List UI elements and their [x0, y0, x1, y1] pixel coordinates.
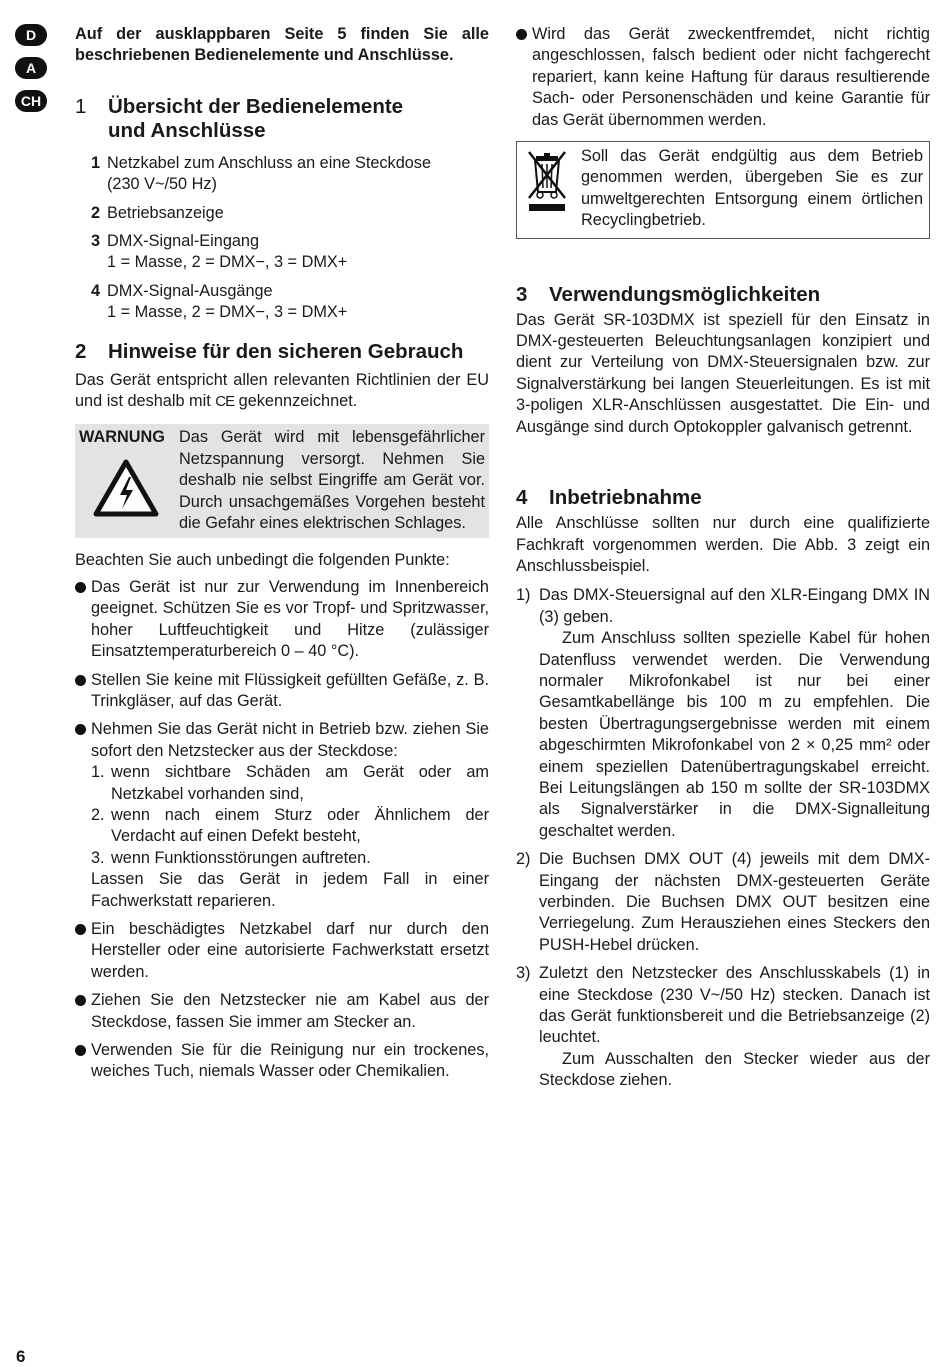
setup-steps	[516, 585, 930, 1091]
right-column	[516, 24, 930, 1099]
component-list	[91, 153, 489, 324]
sub-number: 2.	[91, 805, 105, 824]
step-text: Das DMX-Steuersignal auf den XLR-Eingang DMX IN (3) geben.	[539, 586, 930, 626]
bullet-text: Ein beschädigtes Netzkabel darf nur durch den Hersteller oder eine autorisierte Fachwerkstatt ersetzt werden.	[91, 920, 489, 981]
setup-step	[516, 963, 930, 1091]
safety-bullet	[516, 24, 930, 131]
page-number: 6	[16, 1347, 26, 1366]
section-3-heading	[516, 283, 930, 307]
disposal-text: Soll das Gerät endgültig aus dem Betrieb genommen werden, übergeben Sie es zur umweltgerechten Entsorgung einem örtlichen Recyclingbetrieb.	[581, 147, 923, 230]
section-3	[516, 283, 930, 438]
warning-label-block	[79, 427, 179, 534]
safety-bullet	[75, 990, 489, 1033]
safety-bullet	[75, 1040, 489, 1083]
component-text	[107, 153, 431, 196]
component-item	[91, 203, 489, 224]
component-line2: 1 = Masse, 2 = DMX−, 3 = DMX+	[107, 303, 348, 322]
step-body	[539, 585, 930, 842]
component-item	[91, 231, 489, 274]
step-text: Die Buchsen DMX OUT (4) jeweils mit dem DMX-Eingang der nächsten DMX-gesteuerten Geräte verbinden. Die Buchsen DMX OUT besitzen eine Verriegelung. Zum Herausziehen eines Steckers den PUSH-Hebel drücken.	[539, 850, 930, 954]
step-body	[539, 963, 930, 1091]
component-line1: DMX-Signal-Eingang	[107, 232, 260, 251]
conformity-text-a: Das Gerät entspricht allen relevanten Richtlinien der EU und ist deshalb mit	[75, 370, 489, 411]
section-1	[75, 95, 489, 324]
component-number: 4	[91, 281, 101, 300]
component-line1: DMX-Signal-Ausgänge	[107, 281, 273, 300]
bullet-text: Wird das Gerät zweckentfremdet, nicht richtig angeschlossen, falsch bedient oder nicht fachgerecht repariert, kann keine Haftung für daraus resultierende Sach- oder Personenschäden und keine Garantie für das Gerät übernommen werden.	[532, 25, 930, 129]
component-number: 3	[91, 232, 101, 251]
language-badges	[15, 24, 49, 123]
section-1-title	[108, 95, 403, 143]
bullet-dot-icon	[75, 924, 86, 935]
warning-box	[75, 424, 489, 537]
component-item	[91, 281, 489, 324]
component-line2: 1 = Masse, 2 = DMX−, 3 = DMX+	[107, 253, 348, 272]
intro-text: Auf der ausklappbaren Seite 5 finden Sie alle beschriebenen Bedienelemente und Anschlüsse.	[75, 25, 489, 65]
section-2	[75, 340, 489, 1083]
step-text: Zuletzt den Netzstecker des Anschlusskabels (1) in eine Steckdose (230 V~/50 Hz) stecken. Danach ist das Gerät funktionsbereit und die Betriebsanzeige (2) leuchtet.	[539, 964, 930, 1047]
bullet-text: Ziehen Sie den Netzstecker nie am Kabel aus der Steckdose, fassen Sie immer am Stecker an.	[91, 991, 489, 1031]
bullet-dot-icon	[75, 724, 86, 735]
crossed-out-bin-icon-wrap	[523, 146, 581, 232]
bullet-text: Nehmen Sie das Gerät nicht in Betrieb bzw. ziehen Sie sofort den Netzstecker aus der Steckdose:	[91, 720, 489, 760]
step-note: Zum Ausschalten den Stecker wieder aus der Steckdose ziehen.	[539, 1049, 930, 1090]
ce-mark: CE	[215, 393, 235, 411]
crossed-out-bin-icon	[523, 148, 573, 214]
step-note: Zum Anschluss sollten spezielle Kabel für hohen Datenfluss verwendet werden. Die Verwendung normaler Mikrofonkabel ist nur bei einer Gesamtkabellänge bis 100 m zu empfehlen. Die besten Übertragungsergebnisse werden mit einem abgeschirmten Mikrofonkabel von 2 × 0,25 mm² oder einem speziellen Datenübertragungskabel erreicht. Bei Leitungslängen ab 150 m sollte der SR-103DMX als Signalverstärker in die DMX-Signalleitung geschaltet werden.	[539, 629, 930, 840]
section-2-title: Hinweise für den sicheren Gebrauch	[108, 339, 464, 363]
section-2-number: 2	[75, 339, 87, 363]
bullet-block	[91, 719, 489, 912]
bullet-dot-icon	[516, 29, 527, 40]
bullet-dot-icon	[75, 1045, 86, 1056]
warning-text: Das Gerät wird mit lebensgefährlicher Netzspannung versorgt. Nehmen Sie deshalb nie selbst Eingriffe am Gerät vor. Durch unsachgemäßes Vorgehen besteht die Gefahr eines elektrischen Schlages.	[179, 428, 485, 533]
component-text	[107, 281, 347, 324]
safety-bullet	[75, 919, 489, 983]
safety-bullet	[75, 719, 489, 912]
component-line1: Betriebsanzeige	[107, 203, 224, 222]
section-3-title: Verwendungsmöglichkeiten	[549, 282, 821, 306]
component-number: 2	[91, 203, 101, 222]
component-line2: (230 V~/50 Hz)	[107, 175, 217, 194]
section-3-text: Das Gerät SR-103DMX ist speziell für den Einsatz in DMX-gesteuerten Beleuchtungsanlagen konzipiert und dient zur Verteilung von DMX-Steuersignalen bzw. zur Signalverstärkung bei langen Steuerleitungen. Es ist mit 3-poligen XLR-Anschlüssen ausgestattet. Die Ein- und Ausgänge sind durch Optokoppler galvanisch getrennt.	[516, 310, 930, 436]
high-voltage-warning-icon	[93, 459, 159, 517]
safety-lead: Beachten Sie auch unbedingt die folgenden Punkte:	[75, 550, 450, 569]
component-text	[107, 231, 347, 274]
language-badge-ch: CH	[15, 90, 47, 112]
sub-text: wenn Funktionsstörungen auftreten.	[111, 848, 371, 867]
language-badge-a: A	[15, 57, 47, 79]
section-1-title-line1: Übersicht der Bedienelemente	[108, 94, 404, 118]
conformity-text	[75, 370, 489, 413]
section-1-title-line2: und Anschlüsse	[108, 118, 266, 142]
section-4	[516, 486, 930, 1092]
bullet-text: Stellen Sie keine mit Flüssigkeit gefüllten Gefäße, z. B. Trinkgläser, auf das Gerät.	[91, 670, 489, 710]
step-number: 3)	[516, 964, 531, 983]
section-4-heading	[516, 486, 930, 510]
bullet-text: Das Gerät ist nur zur Verwendung im Innenbereich geeignet. Schützen Sie es vor Tropf- und Spritzwasser, hoher Luftfeuchtigkeit und Hitze (zulässiger Einsatztemperaturbereich 0 – 40 °C).	[91, 577, 489, 661]
component-number: 1	[91, 153, 101, 172]
bullet-dot-icon	[75, 582, 86, 593]
disposal-notice-box	[516, 141, 930, 239]
language-badge-d: D	[15, 24, 47, 46]
section-1-heading	[75, 95, 489, 143]
bullet-sub-item	[91, 848, 489, 869]
warning-label: WARNUNG	[79, 428, 165, 447]
bullet-dot-icon	[75, 995, 86, 1006]
bullet-text: Verwenden Sie für die Reinigung nur ein trockenes, weiches Tuch, niemals Wasser oder Chemikalien.	[91, 1041, 489, 1081]
safety-bullets	[75, 577, 489, 1083]
bullet-sub-item	[91, 805, 489, 848]
step-number: 1)	[516, 586, 531, 605]
sub-text: wenn sichtbare Schäden am Gerät oder am Netzkabel vorhanden sind,	[111, 763, 489, 803]
section-2-heading	[75, 340, 489, 364]
sub-text: wenn nach einem Sturz oder Ähnlichem der Verdacht auf einen Defekt besteht,	[111, 805, 489, 846]
section-4-title: Inbetriebnahme	[549, 486, 702, 510]
bullet-dot-icon	[75, 675, 86, 686]
section-1-number: 1	[75, 94, 87, 118]
safety-bullet	[75, 577, 489, 663]
sub-number: 1.	[91, 763, 105, 782]
setup-step	[516, 585, 930, 842]
sub-number: 3.	[91, 848, 105, 867]
section-4-text: Alle Anschlüsse sollten nur durch eine qualifizierte Fachkraft vorgenommen werden. Die Abb. 3 zeigt ein Anschlussbeispiel.	[516, 514, 930, 575]
setup-step	[516, 849, 930, 956]
bullet-sub-item	[91, 762, 489, 805]
component-item	[91, 153, 489, 196]
conformity-text-b: gekennzeichnet.	[238, 392, 358, 411]
bullet-outro: Lassen Sie das Gerät in jedem Fall in einer Fachwerkstatt reparieren.	[91, 870, 489, 910]
component-line1: Netzkabel zum Anschluss an eine Steckdose	[107, 153, 431, 172]
section-4-number: 4	[516, 486, 528, 510]
section-3-number: 3	[516, 282, 528, 306]
left-column	[75, 24, 489, 1090]
step-number: 2)	[516, 850, 531, 869]
safety-bullet	[75, 670, 489, 713]
